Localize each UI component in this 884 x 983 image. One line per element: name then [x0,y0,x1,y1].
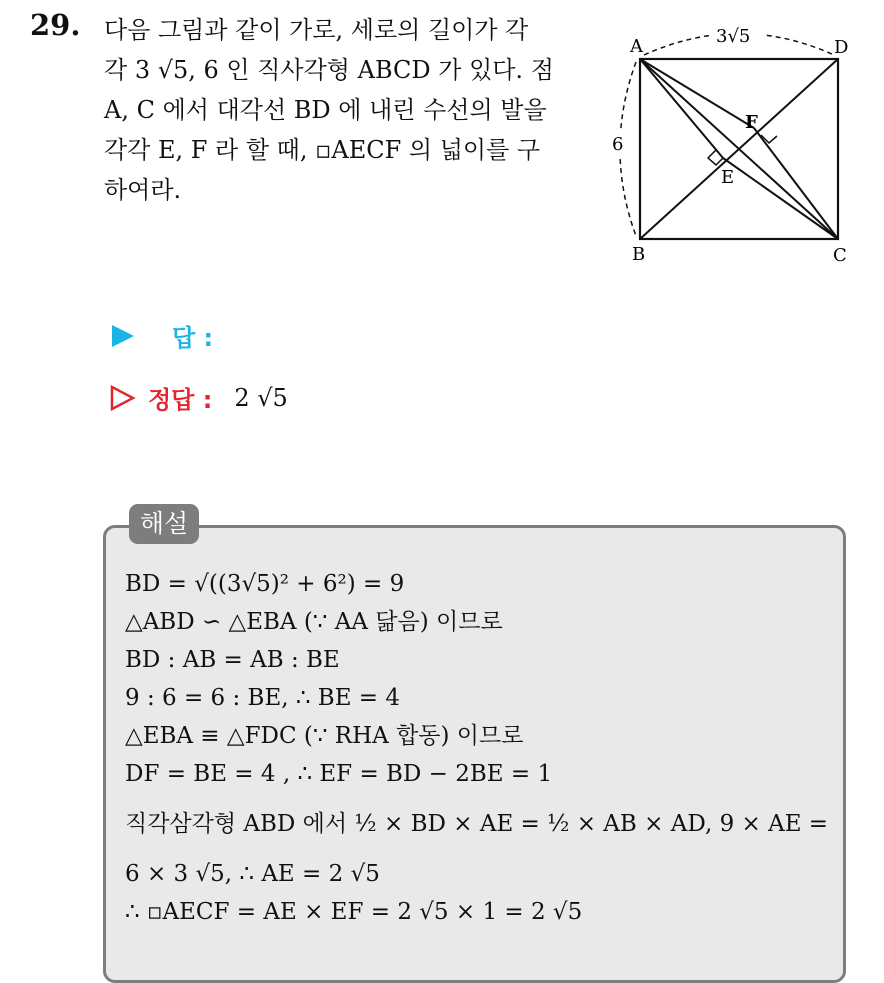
solution-line: △ABD ∽ △EBA (∵ AA 닮음) 이므로 [125,609,503,635]
solution-line: 직각삼각형 ABD 에서 ½ × BD × AE = ½ × AB × AD, 9 × AE = [125,811,829,837]
label-b: B [632,244,646,265]
question-line: 각각 E, F 라 할 때, ▫AECF 의 넓이를 구 [104,136,541,164]
outline-arrow-icon [110,385,136,411]
answer-row [110,318,213,353]
label-c: C [833,245,847,266]
question-line: 하여라. [104,176,182,204]
correct-answer-row [110,380,288,415]
solution-line: 9 : 6 = 6 : BE, ∴ BE = 4 [125,685,401,711]
segment-ae [640,59,723,158]
solution-line: △EBA ≡ △FDC (∵ RHA 합동) 이므로 [125,723,524,749]
right-angle-e [708,150,723,165]
question-number: 29. [30,8,81,42]
rectangle-figure [604,22,854,272]
question-line: 다음 그림과 같이 가로, 세로의 길이가 각 [104,16,529,44]
label-f: F [745,112,758,133]
question-text [104,10,584,210]
segment-cf [754,128,838,239]
label-a: A [630,36,643,57]
solution-line: BD = √((3√5)² + 6²) = 9 [125,571,405,597]
height-label: 6 [612,134,624,155]
label-e: E [721,167,735,188]
play-arrow-icon [110,324,134,348]
correct-answer-label: 정답 : [148,386,213,414]
segment-af [640,59,754,128]
question-line: A, C 에서 대각선 BD 에 내린 수선의 발을 [104,96,547,124]
solution-line: BD : AB = AB : BE [125,647,340,673]
correct-answer-value: 2 √5 [234,383,288,412]
solution-line: DF = BE = 4 , ∴ EF = BD − 2BE = 1 [125,761,553,787]
solution-lines [125,565,840,931]
label-d: D [834,37,849,58]
question-line: 각 3 √5, 6 인 직사각형 ABCD 가 있다. 점 [104,56,554,84]
solution-line: ∴ ▫AECF = AE × EF = 2 √5 × 1 = 2 √5 [125,899,583,925]
segment-ce [723,158,838,239]
solution-line: 6 × 3 √5, ∴ AE = 2 √5 [125,861,380,887]
solution-tag: 해설 [129,504,199,544]
answer-label: 답 : [172,324,214,352]
width-label: 3√5 [716,26,751,47]
